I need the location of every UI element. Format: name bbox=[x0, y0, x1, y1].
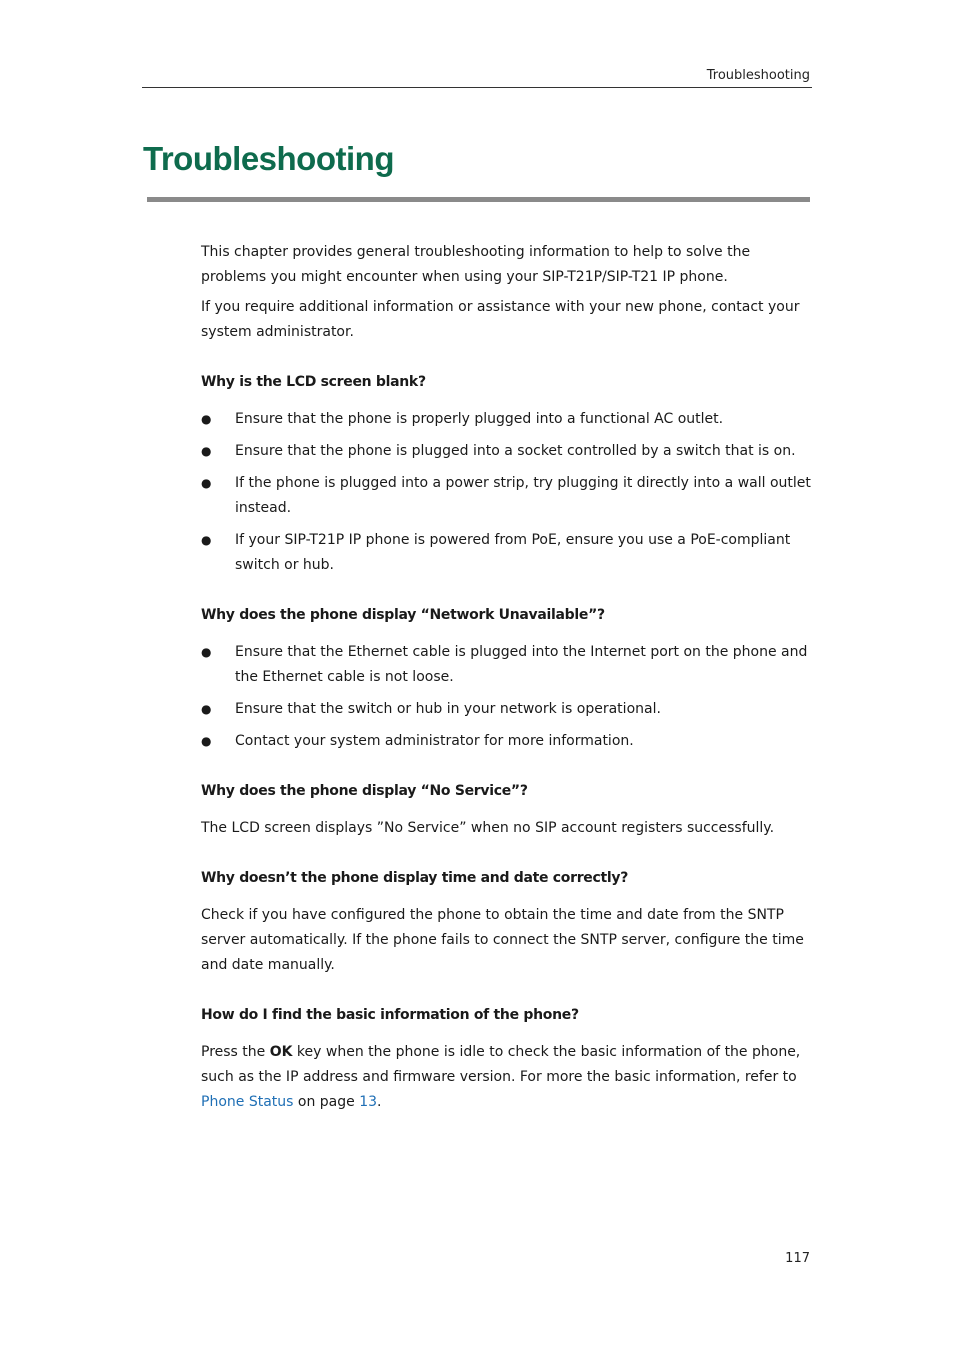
question-no-service: Why does the phone display “No Service”? bbox=[201, 783, 528, 799]
intro-paragraph-1: This chapter provides general troubleshooting information to help to solve the problems you might encounter when using your SIP-T21P/SIP-T21 IP phone. bbox=[201, 244, 751, 285]
bullet-icon: ● bbox=[201, 734, 212, 748]
page-content bbox=[201, 240, 813, 1115]
question-lcd-blank: Why is the LCD screen blank? bbox=[201, 374, 426, 390]
question-basic-info: How do I find the basic information of the phone? bbox=[201, 1007, 579, 1023]
list-item: ● Ensure that the phone is plugged into a socket controlled by a switch that is on. bbox=[201, 439, 813, 464]
running-header-title: Troubleshooting bbox=[706, 68, 810, 83]
bullet-list-network-unavailable bbox=[201, 640, 813, 754]
bullet-list-lcd-blank bbox=[201, 407, 813, 578]
list-item: ● Ensure that the switch or hub in your network is operational. bbox=[201, 697, 813, 722]
bullet-icon: ● bbox=[201, 533, 212, 547]
list-item: ● Ensure that the Ethernet cable is plugged into the Internet port on the phone and the Ethernet cable is not loose. bbox=[201, 640, 813, 690]
list-item: ● If the phone is plugged into a power strip, try plugging it directly into a wall outlet instead. bbox=[201, 471, 813, 521]
list-item: ● Contact your system administrator for more information. bbox=[201, 729, 813, 754]
bullet-icon: ● bbox=[201, 702, 212, 716]
list-item: ● If your SIP-T21P IP phone is powered from PoE, ensure you use a PoE-compliant switch or hub. bbox=[201, 528, 813, 578]
bullet-icon: ● bbox=[201, 476, 212, 490]
running-header bbox=[142, 66, 812, 88]
bullet-icon: ● bbox=[201, 444, 212, 458]
ok-key-label: OK bbox=[269, 1044, 293, 1060]
bullet-icon: ● bbox=[201, 412, 212, 426]
chapter-title: Troubleshooting bbox=[143, 140, 394, 177]
title-rule bbox=[147, 197, 810, 202]
page-number: 117 bbox=[785, 1251, 810, 1266]
bullet-icon: ● bbox=[201, 645, 212, 659]
answer-time-date: Check if you have configured the phone to obtain the time and date from the SNTP server automatically. If the phone fails to connect the SNTP server, configure the time and date manually. bbox=[201, 907, 804, 973]
page-13-link[interactable]: 13 bbox=[359, 1094, 378, 1110]
answer-basic-info: Press the OK key when the phone is idle to check the basic information of the phone, such as the IP address and firmware version. For more the basic information, refer to Phone Status on page 13. bbox=[201, 1044, 801, 1110]
question-time-date: Why doesn’t the phone display time and date correctly? bbox=[201, 870, 629, 886]
question-network-unavailable: Why does the phone display “Network Unavailable”? bbox=[201, 607, 605, 623]
intro-paragraph-2: If you require additional information or assistance with your new phone, contact your system administrator. bbox=[201, 299, 800, 340]
list-item: ● Ensure that the phone is properly plugged into a functional AC outlet. bbox=[201, 407, 813, 432]
answer-no-service: The LCD screen displays ”No Service” when no SIP account registers successfully. bbox=[201, 820, 775, 836]
phone-status-link[interactable]: Phone Status bbox=[201, 1094, 294, 1110]
